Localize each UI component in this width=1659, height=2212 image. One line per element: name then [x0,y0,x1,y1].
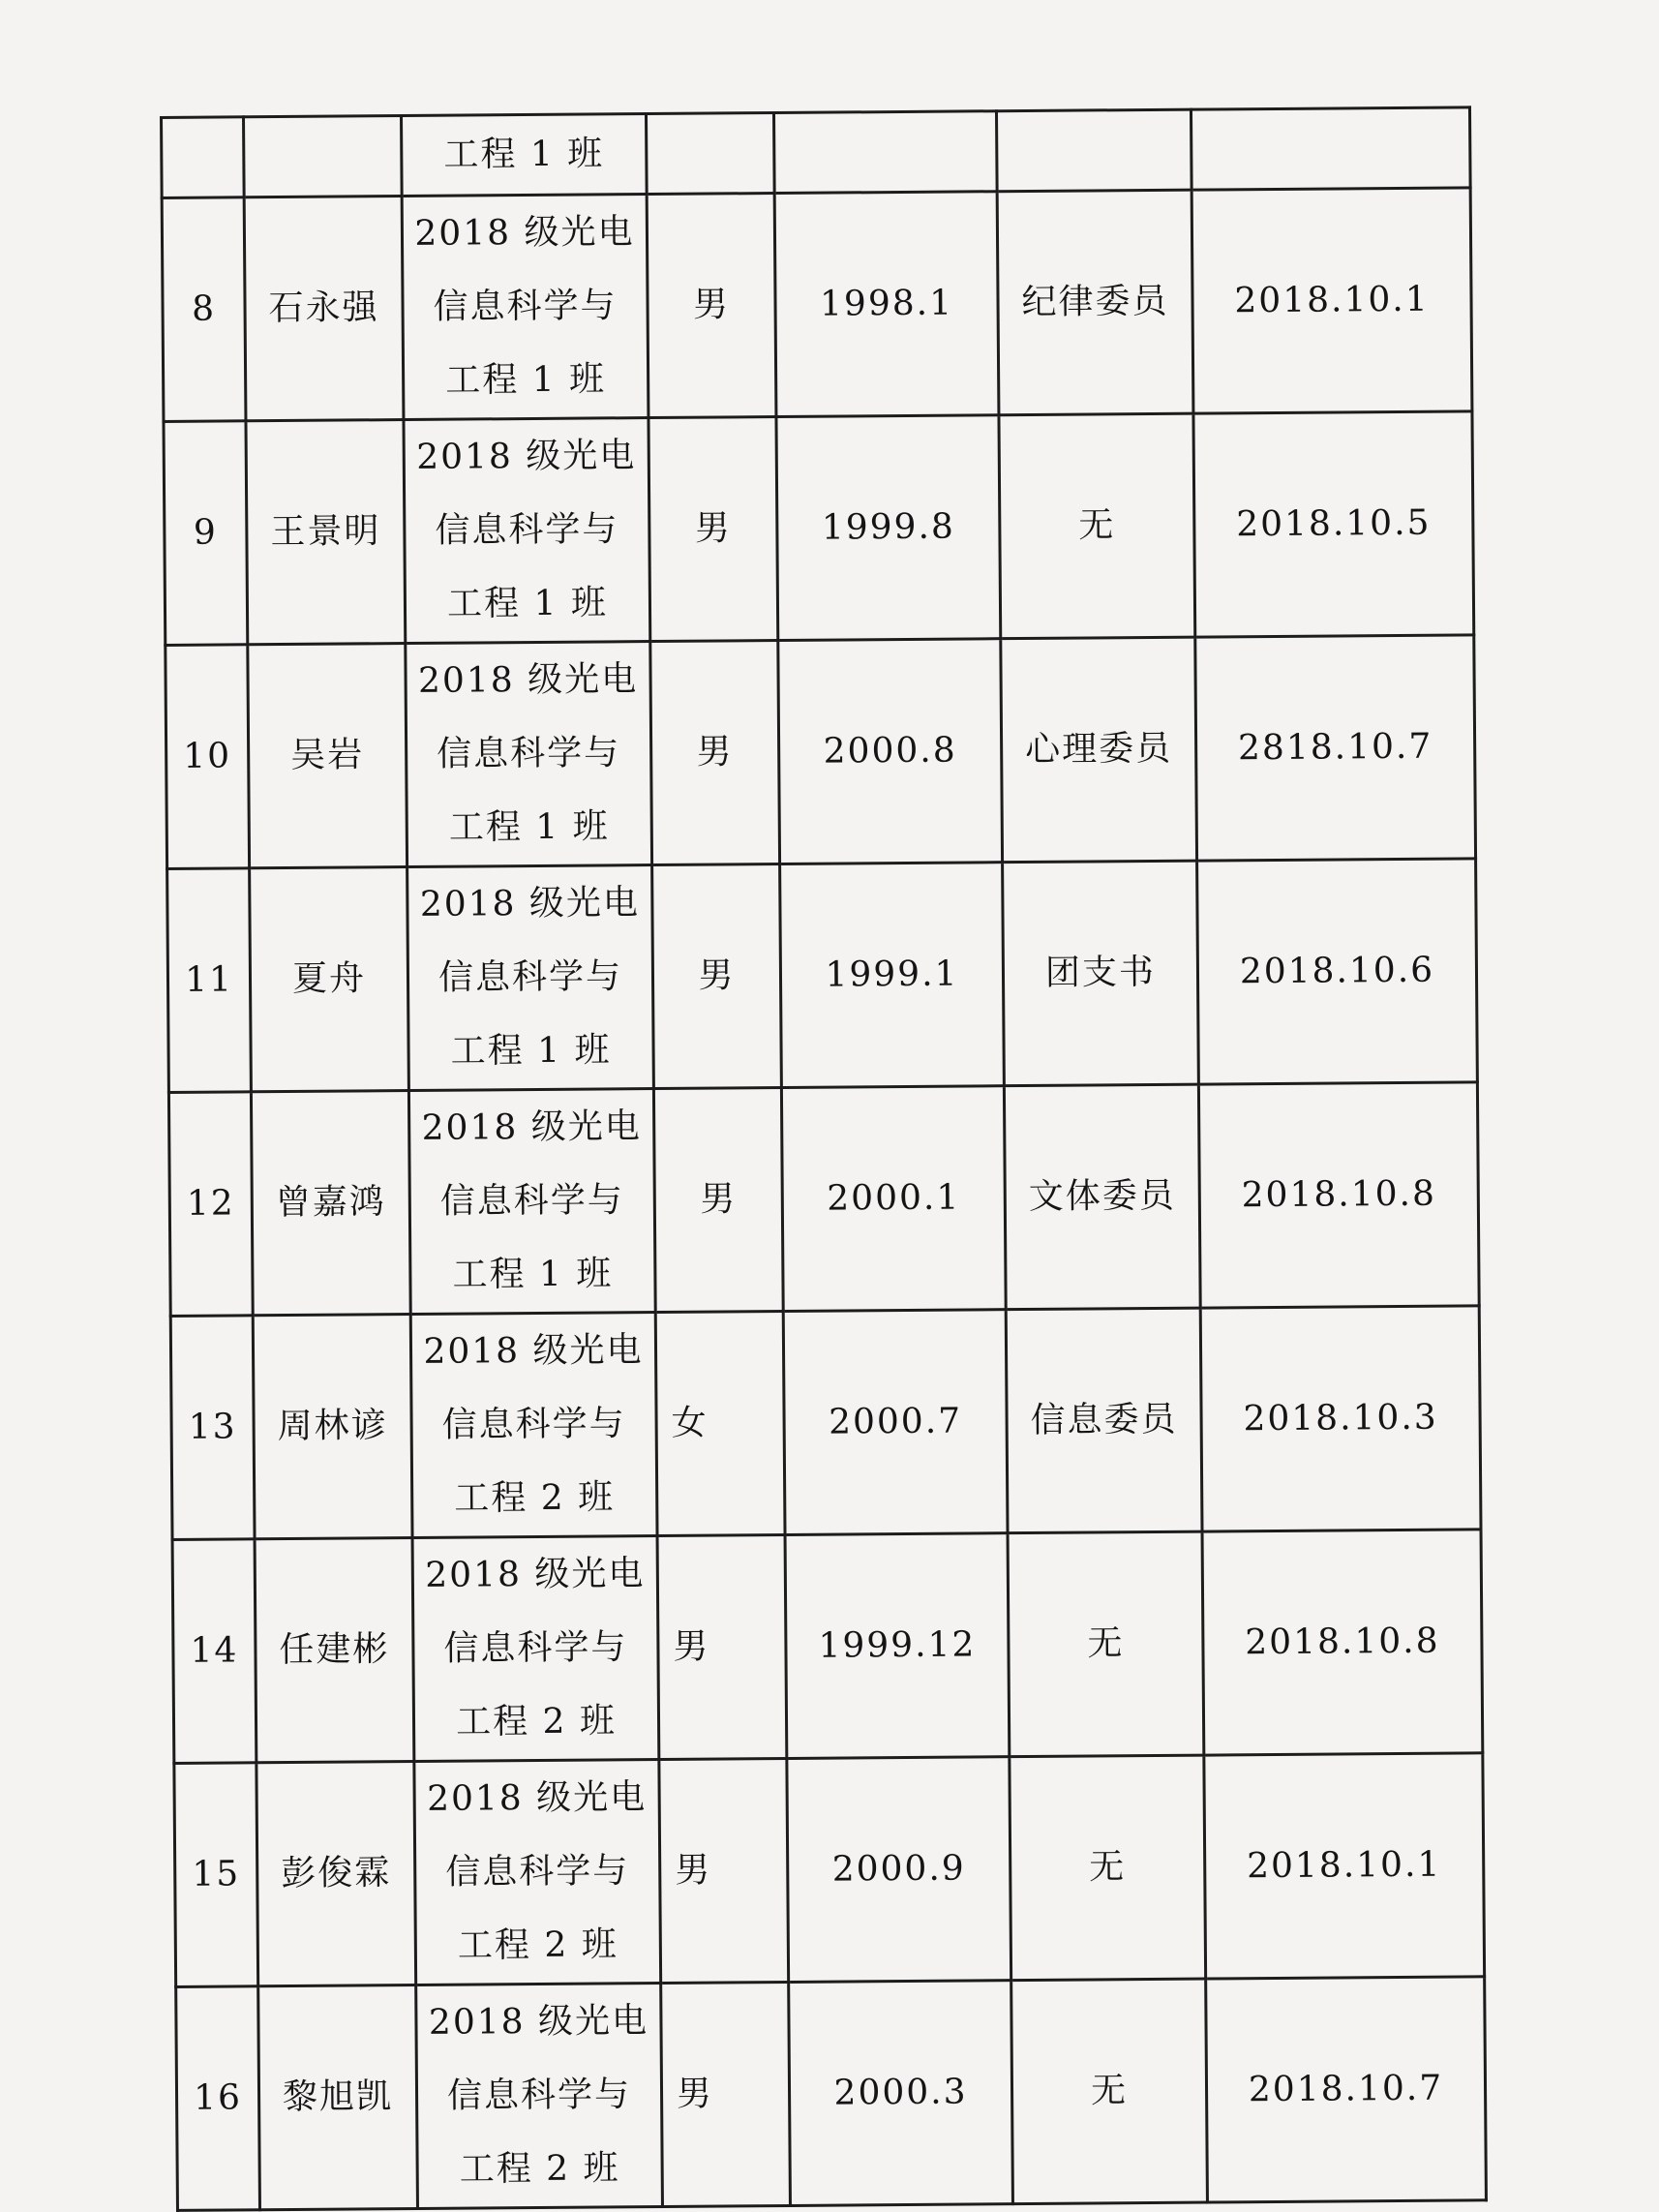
class-line: 工程 1 班 [452,1254,614,1295]
cell-role: 团支书 [1003,861,1199,1086]
class-line: 2018 级光电 [425,1554,646,1595]
cell-no: 14 [172,1539,256,1764]
cell-gender: 男 [647,194,776,418]
cell-class [410,1313,657,1538]
class-line: 工程 1 班 [445,359,607,401]
table-row [162,188,1472,422]
class-line: 2018 级光电 [417,659,639,701]
cell-date [1191,107,1470,190]
cell-gender: 男 [649,417,778,642]
cell-gender: 男 [650,640,780,864]
cell-no: 9 [164,421,248,646]
cell-no [162,117,245,198]
class-line: 工程 2 班 [459,2148,620,2190]
table-row [167,859,1478,1093]
class-line: 2018 级光电 [426,1777,648,1819]
class-line: 2018 级光电 [423,1330,644,1372]
cell-birth: 1999.12 [785,1533,1010,1759]
class-line: 2018 级光电 [414,212,635,254]
cell-no: 15 [174,1763,258,1987]
table-row [166,635,1476,869]
class-line: 信息科学与 [435,509,619,551]
cell-date: 2018.10.3 [1200,1306,1481,1531]
cell-no: 11 [167,868,252,1093]
cell-name: 王景明 [246,420,406,645]
table-row [172,1530,1483,1764]
class-line: 2018 级光电 [421,1106,642,1148]
cell-no: 8 [162,197,246,422]
cell-birth: 1999.8 [776,415,1001,641]
cell-class [416,1983,663,2208]
cell-class [406,642,652,867]
cell-role [996,109,1191,192]
cell-gender: 女 [655,1311,785,1535]
cell-name: 任建彬 [255,1537,414,1762]
class-line: 工程 1 班 [450,1030,612,1072]
class-line: 工程 2 班 [454,1477,616,1519]
class-line: 信息科学与 [439,1180,624,1222]
cell-role: 信息委员 [1006,1308,1202,1533]
cell-class [404,418,650,644]
cell-birth: 1999.1 [780,863,1005,1088]
cell-date: 2018.10.8 [1198,1082,1479,1308]
cell-gender: 男 [652,864,782,1088]
table-row [170,1306,1481,1540]
cell-birth: 2000.1 [781,1086,1006,1312]
class-line: 2018 级光电 [419,883,641,924]
cell-gender [646,113,774,195]
table-row [164,411,1474,646]
class-line: 信息科学与 [441,1404,626,1445]
class-line: 信息科学与 [443,1627,628,1669]
cell-date: 2018.10.6 [1197,859,1478,1084]
cell-birth: 2000.9 [787,1757,1011,1983]
class-line: 信息科学与 [445,1851,630,1893]
cell-class [402,195,649,420]
cell-date: 2018.10.7 [1206,1977,1487,2202]
cell-date: 2818.10.7 [1195,635,1476,861]
class-line: 2018 级光电 [428,2001,649,2043]
cell-name: 石永强 [244,197,404,421]
class-line: 工程 2 班 [455,1701,618,1742]
cell-name: 黎旭凯 [258,1985,418,2209]
class-line: 工程 2 班 [457,1924,618,1966]
cell-no: 16 [176,1986,260,2211]
cell-birth: 1998.1 [774,192,999,417]
cell-name [244,116,403,197]
table-row-continued [162,107,1471,198]
class-line: 信息科学与 [433,286,618,327]
cell-no: 12 [168,1092,253,1317]
cell-name: 曾嘉鸿 [251,1091,410,1316]
class-line: 信息科学与 [446,2075,632,2116]
cell-name: 彭俊霖 [256,1761,416,1985]
cell-role: 无 [1011,1979,1208,2204]
cell-birth: 2000.7 [783,1310,1008,1535]
cell-role: 无 [1010,1755,1206,1981]
cell-no: 13 [170,1316,255,1540]
cell-gender: 男 [657,1534,787,1759]
cell-gender: 男 [653,1087,783,1312]
cell-name: 夏舟 [250,867,409,1092]
cell-role: 无 [999,413,1195,639]
cell-date: 2018.10.1 [1204,1753,1485,1979]
cell-name: 吴岩 [248,644,407,868]
cell-role: 无 [1008,1531,1204,1757]
table-row [168,1082,1479,1317]
cell-date: 2018.10.5 [1193,411,1474,637]
cell-class [412,1536,659,1762]
cell-date: 2018.10.8 [1202,1530,1483,1755]
class-line: 2018 级光电 [416,436,637,477]
cell-gender: 男 [659,1758,789,1983]
cell-birth: 2000.8 [778,639,1003,864]
table-row [174,1753,1485,1987]
cell-birth: 2000.3 [789,1981,1013,2206]
class-line: 工程 1 班 [448,806,610,848]
cell-role: 心理委员 [1001,637,1197,863]
cell-date: 2018.10.1 [1191,188,1472,413]
class-line: 信息科学与 [437,956,623,998]
cell-name: 周林谚 [253,1315,412,1539]
cell-gender: 男 [661,1982,791,2206]
cell-no: 10 [166,645,250,869]
cell-role: 文体委员 [1004,1084,1200,1310]
member-roster-table [160,106,1488,2212]
cell-class [414,1760,661,1985]
cell-class [407,865,654,1091]
table-row [176,1977,1487,2211]
cell-role: 纪律委员 [997,190,1193,415]
cell-class: 工程 1 班 [402,114,648,197]
class-line: 信息科学与 [437,733,621,774]
cell-class [408,1089,655,1315]
cell-birth [773,111,997,194]
class-line: 工程 1 班 [446,583,609,624]
